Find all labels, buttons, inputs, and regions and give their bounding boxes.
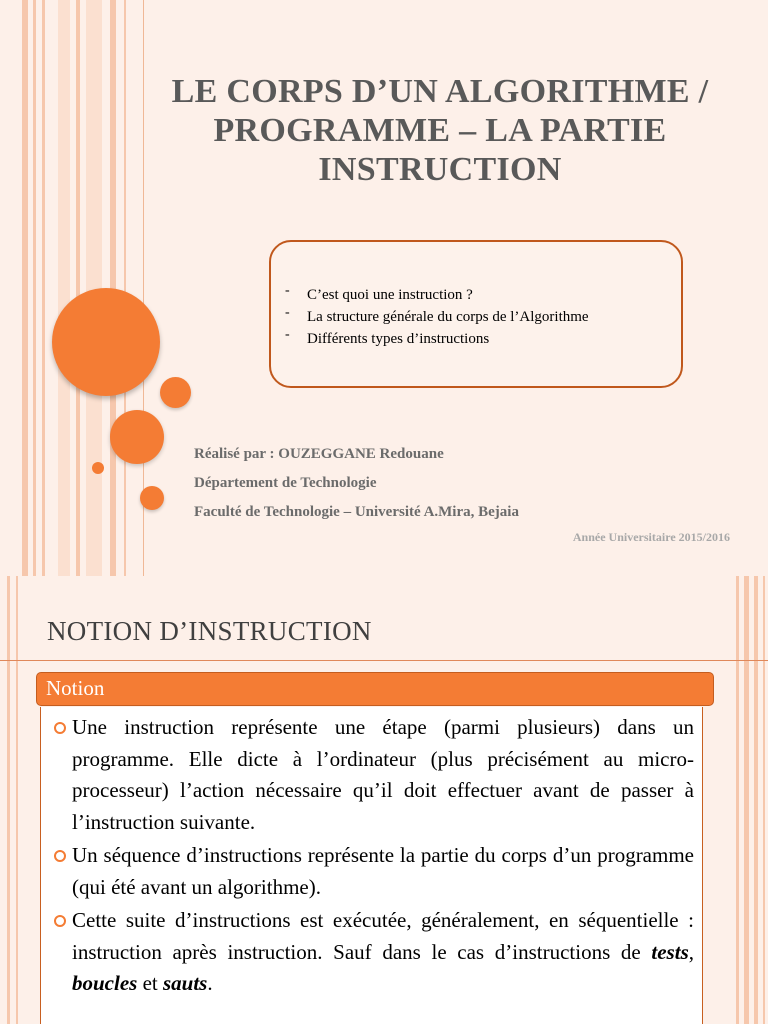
slide-title: NOTION D’INSTRUCTION — [47, 616, 372, 646]
decor-stripe — [763, 576, 765, 1024]
decor-circle-small — [92, 462, 104, 474]
topic-item — [285, 328, 589, 350]
decor-stripe — [76, 0, 80, 576]
academic-year: Année Universitaire 2015/2016 — [572, 530, 730, 544]
dash-marker: - — [285, 327, 290, 342]
decor-stripe — [42, 0, 45, 576]
decor-circle — [140, 486, 164, 510]
emphasis-tests: tests — [651, 939, 689, 964]
bullet-item — [52, 712, 694, 838]
faculty-line: Faculté de Technologie – Université A.Mira, Bejaia — [194, 504, 519, 520]
decor-circle — [110, 410, 164, 464]
decor-stripe — [58, 0, 70, 576]
decor-stripe — [754, 576, 758, 1024]
topic-text: La structure générale du corps de l’Algorithme — [307, 309, 589, 325]
dash-marker: - — [285, 283, 290, 298]
separator: , — [688, 939, 694, 964]
section-label: Notion — [46, 676, 105, 700]
separator: et — [137, 971, 163, 995]
emphasis-boucles: boucles — [72, 971, 138, 995]
dash-marker: - — [285, 305, 290, 320]
decor-circle-large — [52, 288, 160, 396]
bullet-list — [52, 712, 694, 1002]
topics-box — [269, 240, 683, 388]
topic-text: C’est quoi une instruction ? — [307, 287, 473, 303]
slide-title — [130, 72, 750, 189]
bullet-ring-icon — [54, 915, 66, 927]
decor-stripe — [124, 0, 126, 576]
decor-stripe — [744, 576, 749, 1024]
bullet-ring-icon — [54, 850, 66, 862]
author-block — [194, 443, 519, 530]
decor-stripe — [22, 0, 28, 576]
decor-stripe — [736, 576, 739, 1024]
title-divider — [0, 660, 768, 661]
section-header — [36, 672, 714, 706]
author-line: Réalisé par : OUZEGGANE Redouane — [194, 446, 444, 462]
decor-circle — [160, 377, 191, 408]
bullet-item — [52, 840, 694, 903]
emphasis-sauts: sauts — [162, 971, 208, 995]
title-line: LE CORPS D’UN ALGORITHME / — [171, 73, 709, 110]
bullet-ring-icon — [54, 722, 66, 734]
decor-stripe — [16, 576, 18, 1024]
period: . — [207, 971, 213, 995]
topic-text: Différents types d’instructions — [307, 331, 490, 347]
title-line: INSTRUCTION — [318, 151, 562, 188]
topic-item — [285, 306, 589, 328]
bullet-text: Une instruction représente une étape (parmi plusieurs) dans un programme. Elle dicte à l’ordinateur (plus précisément au micro-processeur) l’action nécessaire qu’il doit effectuer avant de passer à l’instruction suivante. — [72, 715, 694, 834]
decor-stripe — [33, 0, 36, 576]
department-line: Département de Technologie — [194, 475, 377, 491]
bullet-text: Un séquence d’instructions représente la partie du corps d’un programme (qui été avant un algorithme). — [72, 843, 694, 899]
bullet-item — [52, 905, 694, 1000]
content-slide — [0, 576, 768, 1024]
decor-stripe — [7, 576, 10, 1024]
topic-item — [285, 284, 589, 306]
title-line: PROGRAMME – LA PARTIE — [213, 112, 667, 149]
bullet-text: Cette suite d’instructions est exécutée, généralement, en séquentielle : instruction après instruction. Sauf dans le cas d’instructions de — [72, 908, 694, 964]
